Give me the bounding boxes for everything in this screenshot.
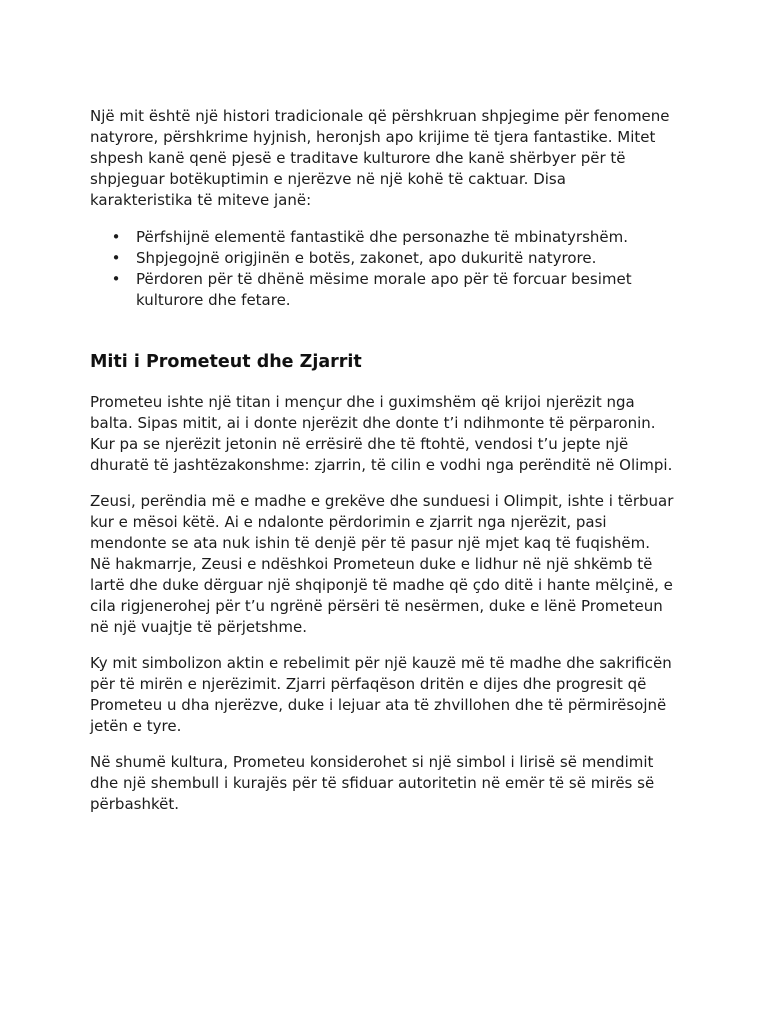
- body-paragraph: [90, 653, 768, 737]
- list-item: [90, 227, 768, 248]
- text-line: cila rigjenerohej për t’u ngrënë përsëri të nesërmen, duke e lënë Prometeun: [90, 597, 663, 615]
- bullet-marker: •: [111, 249, 121, 267]
- text-line: Prometeu u dha njerëzve, duke i lejuar ata të zhvillohen dhe të përmirësojnë: [90, 696, 667, 714]
- text-line: Prometeu ishte një titan i mençur dhe i guximshëm që krijoi njerëzit nga: [90, 393, 635, 411]
- text-line: jetën e tyre.: [90, 717, 182, 735]
- characteristics-list: [90, 227, 768, 311]
- text-line: Përdoren për të dhënë mësime morale apo për të forcuar besimet: [136, 270, 632, 288]
- text-line: kur e mësoi këtë. Ai e ndalonte përdorimin e zjarrit nga njerëzit, pasi: [90, 513, 607, 531]
- text-line: Ky mit simbolizon aktin e rebelimit për një kauzë më të madhe dhe sakrificën: [90, 654, 672, 672]
- text-line: lartë dhe duke dërguar një shqiponjë të madhe që çdo ditë i hante mëlçinë, e: [90, 576, 673, 594]
- text-line: shpesh kanë qenë pjesë e traditave kulturore dhe kanë shërbyer për të: [90, 149, 626, 167]
- body-paragraph: [90, 491, 768, 638]
- intro-paragraph: [90, 106, 768, 211]
- body-paragraph: [90, 752, 768, 815]
- text-line: në një vuajtje të përjetshme.: [90, 618, 307, 636]
- text-line: Përfshijnë elementë fantastikë dhe personazhe të mbinatyrshëm.: [136, 228, 629, 246]
- text-line: shpjeguar botëkuptimin e njerëzve në një kohë të caktuar. Disa: [90, 170, 566, 188]
- list-item: [90, 248, 768, 269]
- text-line: për të mirën e njerëzimit. Zjarri përfaqëson dritën e dijes dhe progresit që: [90, 675, 647, 693]
- text-line: dhe një shembull i kurajës për të sfiduar autoritetin në emër të së mirës së: [90, 774, 655, 792]
- text-line: Në shumë kultura, Prometeu konsiderohet si një simbol i lirisë së mendimit: [90, 753, 654, 771]
- body-paragraph: [90, 392, 768, 476]
- section-heading: Miti i Prometeut dhe Zjarrit: [90, 352, 362, 372]
- text-line: dhuratë të jashtëzakonshme: zjarrin, të cilin e vodhi nga perënditë në Olimpi.: [90, 456, 673, 474]
- text-line: përbashkët.: [90, 795, 179, 813]
- list-item: [90, 269, 768, 311]
- bullet-marker: •: [111, 228, 121, 246]
- section-body: [90, 392, 768, 815]
- text-line: kulturore dhe fetare.: [136, 291, 291, 309]
- bullet-marker: •: [111, 270, 121, 288]
- text-line: balta. Sipas mitit, ai i donte njerëzit dhe donte t’i ndihmonte të përparonin.: [90, 414, 656, 432]
- text-line: Kur pa se njerëzit jetonin në errësirë dhe të ftohtë, vendosi t’u jepte një: [90, 435, 629, 453]
- text-line: Zeusi, perëndia më e madhe e grekëve dhe sunduesi i Olimpit, ishte i tërbuar: [90, 492, 674, 510]
- text-line: natyrore, përshkrime hyjnish, heronjsh apo krijime të tjera fantastike. Mitet: [90, 128, 656, 146]
- text-line: Shpjegojnë origjinën e botës, zakonet, apo dukuritë natyrore.: [136, 249, 597, 267]
- text-line: Një mit është një histori tradicionale që përshkruan shpjegime për fenomene: [90, 107, 670, 125]
- text-line: mendonte se ata nuk ishin të denjë për të pasur një mjet kaq të fuqishëm.: [90, 534, 651, 552]
- text-line: Në hakmarrje, Zeusi e ndëshkoi Prometeun duke e lidhur në një shkëmb të: [90, 555, 653, 573]
- text-line: karakteristika të miteve janë:: [90, 191, 312, 209]
